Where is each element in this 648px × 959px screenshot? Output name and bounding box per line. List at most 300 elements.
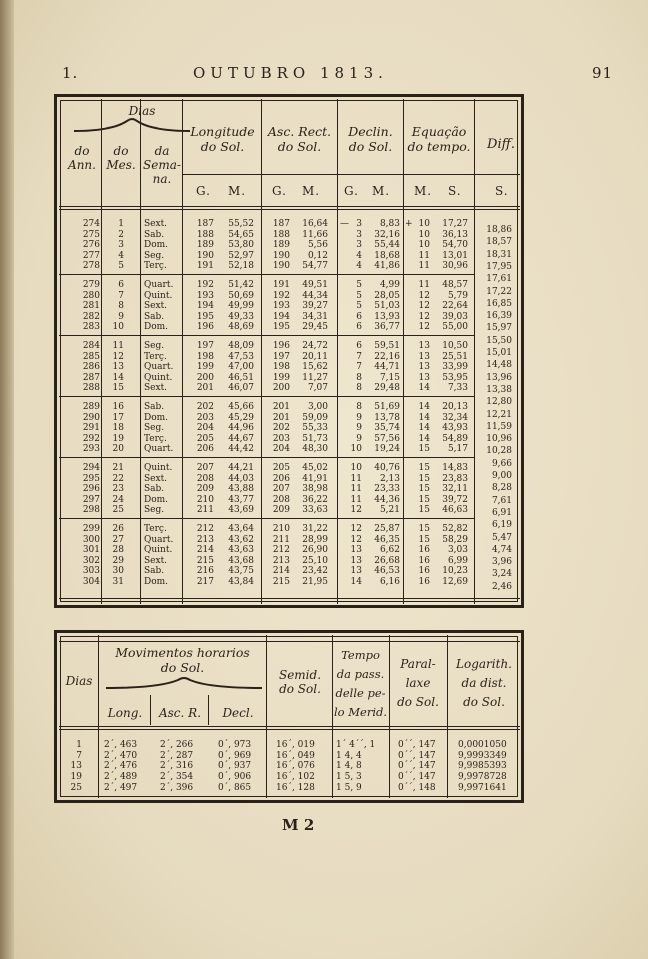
cell-dm: 32,16 (374, 229, 400, 240)
cell-ess: 53,95 (442, 372, 468, 383)
cell-semid: 16´, 049 (276, 750, 315, 761)
brace-ornament (72, 117, 192, 135)
cell-dm: 29,48 (374, 383, 400, 394)
cell-log: 9,9985393 (458, 761, 507, 772)
unit-decl-g: G. (344, 184, 359, 198)
cell-lm: 49,99 (228, 301, 254, 312)
cell-dm: 36,77 (374, 322, 400, 333)
cell-dg: 8 (356, 372, 362, 383)
diff-value: 2,46 (491, 581, 512, 592)
cell-ann: 303 (82, 566, 100, 577)
cell-dia: 7 (76, 750, 82, 761)
cell-dm: 6,62 (379, 545, 400, 556)
cell-sem: Quart. (144, 362, 174, 373)
col-header-logarith: Logarith. da dist. do Sol. (456, 657, 512, 709)
diff-value: 6,91 (491, 507, 512, 518)
cell-dia: 19 (70, 772, 82, 783)
cell-am: 34,31 (302, 311, 328, 322)
diff-value: 13,96 (486, 372, 512, 383)
header-rule (474, 174, 520, 175)
cell-ann: 284 (82, 341, 100, 351)
diff-value: 6,19 (491, 520, 512, 531)
cell-semid: 16´, 019 (276, 740, 315, 750)
cell-mes: 12 (112, 351, 124, 362)
col-header-long: Long. (107, 706, 143, 720)
cell-ess: 10,23 (442, 566, 468, 577)
cell-ess: 22,64 (442, 301, 468, 312)
table-row (0, 434, 648, 445)
diff-value: 10,96 (486, 434, 512, 445)
table-row (0, 280, 648, 291)
cell-dg: 7 (356, 351, 362, 362)
unit-long-m: M. (228, 184, 247, 198)
table-row (0, 444, 648, 455)
table-row (0, 291, 648, 302)
cell-dg: 5 (356, 280, 362, 290)
cell-sem: Sab. (144, 566, 165, 577)
col-header-dias-bottom: Dias (65, 674, 93, 688)
diff-value: 18,31 (486, 249, 512, 260)
diff-value: 15,50 (486, 335, 512, 346)
group-rule (59, 274, 474, 275)
cell-em: 15 (418, 463, 430, 473)
cell-dm: 5,21 (379, 505, 400, 516)
cell-ess: 5,17 (447, 444, 468, 455)
table-row (0, 219, 648, 230)
cell-am: 41,91 (302, 473, 328, 484)
cell-ag: 202 (272, 423, 290, 434)
cell-dg: 11 (350, 484, 362, 495)
cell-mes: 31 (112, 577, 124, 587)
cell-lg: 194 (196, 301, 214, 312)
cell-ag: 211 (272, 534, 290, 545)
group-rule (59, 518, 474, 519)
cell-ann: 292 (82, 433, 100, 444)
cell-dg: 14 (350, 577, 362, 587)
cell-ann: 304 (82, 577, 100, 587)
page-title: OUTUBRO 1813. (193, 64, 388, 82)
cell-lm: 44,21 (228, 463, 254, 473)
cell-em: 13 (418, 351, 430, 362)
cell-em: 13 (418, 341, 430, 351)
cell-dg: 4 (356, 261, 362, 272)
cell-dm: 57,56 (374, 433, 400, 444)
unit-long-g: G. (196, 184, 211, 198)
cell-dg: 5 (356, 290, 362, 301)
header-left: 1. (62, 64, 79, 82)
cell-lm: 48,69 (228, 322, 254, 333)
cell-dm: 59,51 (374, 341, 400, 351)
cell-semid: 16´, 128 (276, 782, 315, 793)
col-header-da-semana: da Sema- na. (143, 144, 181, 186)
cell-mes: 29 (112, 555, 124, 566)
cell-lg: 202 (196, 402, 214, 412)
cell-paral: 0´´, 147 (398, 740, 436, 750)
cell-ann: 291 (82, 423, 100, 434)
cell-sem: Quart. (144, 444, 174, 455)
cell-am: 44,34 (302, 290, 328, 301)
group-rule (59, 396, 474, 397)
cell-lm: 49,33 (228, 311, 254, 322)
cell-am: 16,64 (302, 219, 328, 229)
cell-ess: 30,96 (442, 261, 468, 272)
diff-value: 5,47 (491, 532, 512, 543)
unit-asc-g: G. (272, 184, 287, 198)
cell-mes: 18 (112, 423, 124, 434)
cell-ess: 6,99 (447, 555, 468, 566)
cell-mes: 3 (118, 240, 124, 251)
cell-decl: 0´, 973 (218, 740, 252, 750)
cell-em: 15 (418, 494, 430, 505)
cell-lg: 190 (196, 250, 214, 261)
cell-dg: 9 (356, 412, 362, 423)
col-header-paralaxe: Paral- laxe do Sol. (397, 657, 439, 709)
diff-value: 18,86 (486, 225, 512, 235)
cell-ess: 10,50 (442, 341, 468, 351)
table-row (0, 383, 648, 394)
cell-am: 3,00 (307, 402, 328, 412)
cell-am: 23,42 (302, 566, 328, 577)
cell-dg: 12 (350, 505, 362, 516)
cell-em: 12 (418, 311, 430, 322)
col-header-equacao: Equação do tempo. (407, 124, 471, 154)
cell-ess: 52,82 (442, 524, 468, 534)
cell-sem: Sab. (144, 229, 165, 240)
cell-lg: 215 (196, 555, 214, 566)
cell-ann: 302 (82, 555, 100, 566)
table-row (0, 761, 648, 772)
cell-lg: 212 (196, 524, 214, 534)
cell-lm: 44,42 (228, 444, 254, 455)
cell-dm: 4,99 (379, 280, 400, 290)
cell-am: 0,12 (307, 250, 328, 261)
cell-dm: 7,15 (379, 372, 400, 383)
cell-mes: 25 (112, 505, 124, 516)
cell-ag: 197 (272, 351, 290, 362)
cell-dm: 25,87 (374, 524, 400, 534)
cell-em: 15 (418, 473, 430, 484)
cell-lm: 48,09 (228, 341, 254, 351)
diff-value: 16,85 (486, 298, 512, 309)
cell-sem: Sext. (144, 555, 168, 566)
cell-am: 20,11 (302, 351, 328, 362)
cell-ag: 210 (272, 524, 290, 534)
cell-em: 15 (418, 524, 430, 534)
cell-am: 39,27 (302, 301, 328, 312)
cell-ess: 13,01 (442, 250, 468, 261)
cell-lm: 43,75 (228, 566, 254, 577)
cell-ag: 189 (272, 240, 290, 251)
cell-sem: Dom. (144, 494, 169, 505)
header-rule (59, 209, 520, 210)
cell-lg: 188 (196, 229, 214, 240)
cell-mes: 26 (112, 524, 124, 534)
cell-dg: 8 (356, 383, 362, 394)
cell-am: 38,98 (302, 484, 328, 495)
cell-am: 28,99 (302, 534, 328, 545)
cell-dg: 11 (350, 473, 362, 484)
cell-em: 15 (418, 534, 430, 545)
cell-tempo: 1 5, 9 (336, 782, 362, 793)
cell-dg: 4 (356, 250, 362, 261)
cell-lm: 47,53 (228, 351, 254, 362)
cell-ess: 7,33 (447, 383, 468, 394)
diff-value: 3,96 (491, 557, 512, 568)
cell-asc: 2´, 287 (160, 750, 194, 761)
cell-em: 15 (418, 444, 430, 455)
cell-ds: — (340, 219, 349, 229)
cell-em: 15 (418, 505, 430, 516)
cell-sem: Quart. (144, 534, 174, 545)
cell-log: 0,0001050 (458, 740, 507, 750)
cell-lm: 45,66 (228, 402, 254, 412)
col-header-asc-r: Asc. R. (158, 706, 202, 720)
cell-am: 26,90 (302, 545, 328, 556)
cell-dm: 51,03 (374, 301, 400, 312)
cell-ag: 191 (272, 280, 290, 290)
diff-value: 11,59 (486, 421, 512, 432)
header-rule (182, 174, 474, 175)
cell-am: 21,95 (302, 577, 328, 587)
table-row (0, 740, 648, 751)
cell-sem: Sext. (144, 219, 168, 229)
cell-em: 14 (418, 402, 430, 412)
cell-dg: 9 (356, 433, 362, 444)
cell-mes: 7 (118, 290, 124, 301)
group-rule (59, 457, 474, 458)
cell-lg: 206 (196, 444, 214, 455)
table-row (0, 341, 648, 352)
cell-am: 45,02 (302, 463, 328, 473)
cell-asc: 2´, 354 (160, 772, 194, 783)
cell-lg: 216 (196, 566, 214, 577)
cell-am: 5,56 (307, 240, 328, 251)
cell-ess: 39,03 (442, 311, 468, 322)
cell-em: 15 (418, 484, 430, 495)
cell-dm: 44,71 (374, 362, 400, 373)
cell-long: 2´, 489 (104, 772, 138, 783)
col-header-tempo: Tempo da pass. delle pe- lo Merid. (333, 648, 388, 719)
cell-sem: Seg. (144, 250, 165, 261)
table-row (0, 474, 648, 485)
diff-value: 14,48 (486, 360, 512, 371)
cell-tempo: 1 4, 4 (336, 750, 362, 761)
cell-lg: 204 (196, 423, 214, 434)
cell-lg: 203 (196, 412, 214, 423)
cell-dm: 2,13 (379, 473, 400, 484)
table-row (0, 505, 648, 516)
col-header-do-ann: do Ann. (68, 144, 96, 172)
cell-em: 16 (418, 577, 430, 587)
cell-ann: 280 (82, 290, 100, 301)
cell-am: 29,45 (302, 322, 328, 333)
cell-lm: 43,68 (228, 555, 254, 566)
cell-es: + (405, 219, 413, 229)
cell-dg: 10 (350, 444, 362, 455)
cell-dg: 13 (350, 566, 362, 577)
cell-em: 13 (418, 372, 430, 383)
cell-lm: 43,64 (228, 524, 254, 534)
cell-mes: 20 (112, 444, 124, 455)
cell-ann: 289 (82, 402, 100, 412)
cell-dm: 23,33 (374, 484, 400, 495)
cell-sem: Quint. (144, 290, 173, 301)
column-rule (208, 695, 209, 725)
cell-em: 10 (418, 240, 430, 251)
col-header-movimentos: Movimentos horarios do Sol. (115, 645, 250, 675)
cell-ag: 200 (272, 383, 290, 394)
cell-dg: 6 (356, 341, 362, 351)
cell-mes: 1 (118, 219, 124, 229)
brace-ornament-bottom (104, 676, 264, 692)
cell-ann: 275 (82, 229, 100, 240)
cell-ann: 276 (82, 240, 100, 251)
table-row (0, 423, 648, 434)
cell-ess: 55,00 (442, 322, 468, 333)
cell-tempo: 1 4, 8 (336, 761, 362, 772)
cell-log: 9,9993349 (458, 750, 507, 761)
cell-dg: 11 (350, 494, 362, 505)
cell-ess: 20,13 (442, 402, 468, 412)
cell-lm: 45,29 (228, 412, 254, 423)
cell-am: 33,63 (302, 505, 328, 516)
cell-sem: Terç. (144, 351, 167, 362)
cell-am: 24,72 (302, 341, 328, 351)
cell-dg: 12 (350, 524, 362, 534)
cell-am: 11,27 (302, 372, 328, 383)
unit-asc-m: M. (302, 184, 321, 198)
cell-em: 10 (418, 229, 430, 240)
diff-value: 15,97 (486, 323, 512, 334)
cell-am: 31,22 (302, 524, 328, 534)
cell-paral: 0´´, 148 (398, 782, 436, 793)
cell-dm: 26,68 (374, 555, 400, 566)
table-row (0, 545, 648, 556)
cell-log: 9,9971641 (458, 782, 507, 793)
cell-mes: 22 (112, 473, 124, 484)
cell-mes: 8 (118, 301, 124, 312)
cell-ann: 288 (82, 383, 100, 394)
cell-asc: 2´, 396 (160, 782, 194, 793)
table-row (0, 772, 648, 783)
cell-lg: 209 (196, 484, 214, 495)
cell-ag: 206 (272, 473, 290, 484)
cell-ag: 215 (272, 577, 290, 587)
cell-ag: 195 (272, 322, 290, 333)
cell-ann: 295 (82, 473, 100, 484)
cell-sem: Sext. (144, 383, 168, 394)
cell-lg: 187 (196, 219, 214, 229)
diff-value: 17,61 (486, 274, 512, 285)
cell-mes: 9 (118, 311, 124, 322)
col-header-decl: Decl. (222, 706, 254, 720)
table-row (0, 524, 648, 535)
diff-value: 4,74 (491, 544, 512, 555)
cell-am: 25,10 (302, 555, 328, 566)
col-header-do-mes: do Mes. (106, 144, 136, 172)
cell-dg: 10 (350, 463, 362, 473)
cell-decl: 0´, 906 (218, 772, 252, 783)
cell-lm: 52,97 (228, 250, 254, 261)
header-rule (59, 641, 520, 642)
cell-dia: 25 (70, 782, 82, 793)
col-header-semid: Semid. do Sol. (278, 668, 322, 696)
cell-lm: 43,62 (228, 534, 254, 545)
cell-em: 16 (418, 555, 430, 566)
cell-ann: 283 (82, 322, 100, 333)
cell-ag: 192 (272, 290, 290, 301)
cell-dg: 7 (356, 362, 362, 373)
table-row (0, 251, 648, 262)
cell-lm: 50,69 (228, 290, 254, 301)
cell-ag: 190 (272, 261, 290, 272)
cell-dg: 6 (356, 311, 362, 322)
cell-mes: 28 (112, 545, 124, 556)
diff-value: 17,95 (486, 261, 512, 272)
cell-em: 11 (418, 250, 430, 261)
cell-ann: 278 (82, 261, 100, 272)
column-rule (150, 695, 151, 725)
unit-eq-m: M. (414, 184, 433, 198)
cell-sem: Terç. (144, 261, 167, 272)
cell-ess: 33,99 (442, 362, 468, 373)
diff-value: 9,00 (491, 471, 512, 481)
cell-decl: 0´, 865 (218, 782, 252, 793)
cell-ess: 32,11 (442, 484, 468, 495)
cell-dia: 1 (76, 740, 82, 750)
cell-ag: 208 (272, 494, 290, 505)
cell-em: 12 (418, 290, 430, 301)
cell-ag: 188 (272, 229, 290, 240)
table-row (0, 261, 648, 272)
cell-semid: 16´, 076 (276, 761, 315, 772)
cell-dm: 41,86 (374, 261, 400, 272)
cell-long: 2´, 463 (104, 740, 138, 750)
cell-mes: 15 (112, 383, 124, 394)
cell-ann: 285 (82, 351, 100, 362)
cell-ann: 287 (82, 372, 100, 383)
cell-lg: 199 (196, 362, 214, 373)
cell-em: 14 (418, 383, 430, 394)
table-row (0, 312, 648, 323)
cell-dm: 19,24 (374, 444, 400, 455)
diff-value: 12,21 (486, 409, 512, 420)
cell-sem: Seg. (144, 341, 165, 351)
cell-dg: 5 (356, 301, 362, 312)
cell-sem: Seg. (144, 423, 165, 434)
cell-am: 48,30 (302, 444, 328, 455)
table-row (0, 322, 648, 333)
diff-value: 9,66 (491, 458, 512, 469)
cell-am: 55,33 (302, 423, 328, 434)
table-row (0, 751, 648, 762)
cell-semid: 16´, 102 (276, 772, 315, 783)
cell-long: 2´, 476 (104, 761, 138, 772)
cell-sem: Sext. (144, 473, 168, 484)
cell-lg: 195 (196, 311, 214, 322)
cell-dm: 35,74 (374, 423, 400, 434)
cell-ess: 25,51 (442, 351, 468, 362)
cell-mes: 23 (112, 484, 124, 495)
cell-ann: 274 (82, 219, 100, 229)
signature-mark: M 2 (282, 816, 315, 834)
cell-lm: 52,18 (228, 261, 254, 272)
diff-value: 16,39 (486, 311, 512, 322)
cell-mes: 4 (118, 250, 124, 261)
cell-am: 7,07 (307, 383, 328, 394)
cell-sem: Terç. (144, 524, 167, 534)
cell-dm: 8,83 (379, 219, 400, 229)
